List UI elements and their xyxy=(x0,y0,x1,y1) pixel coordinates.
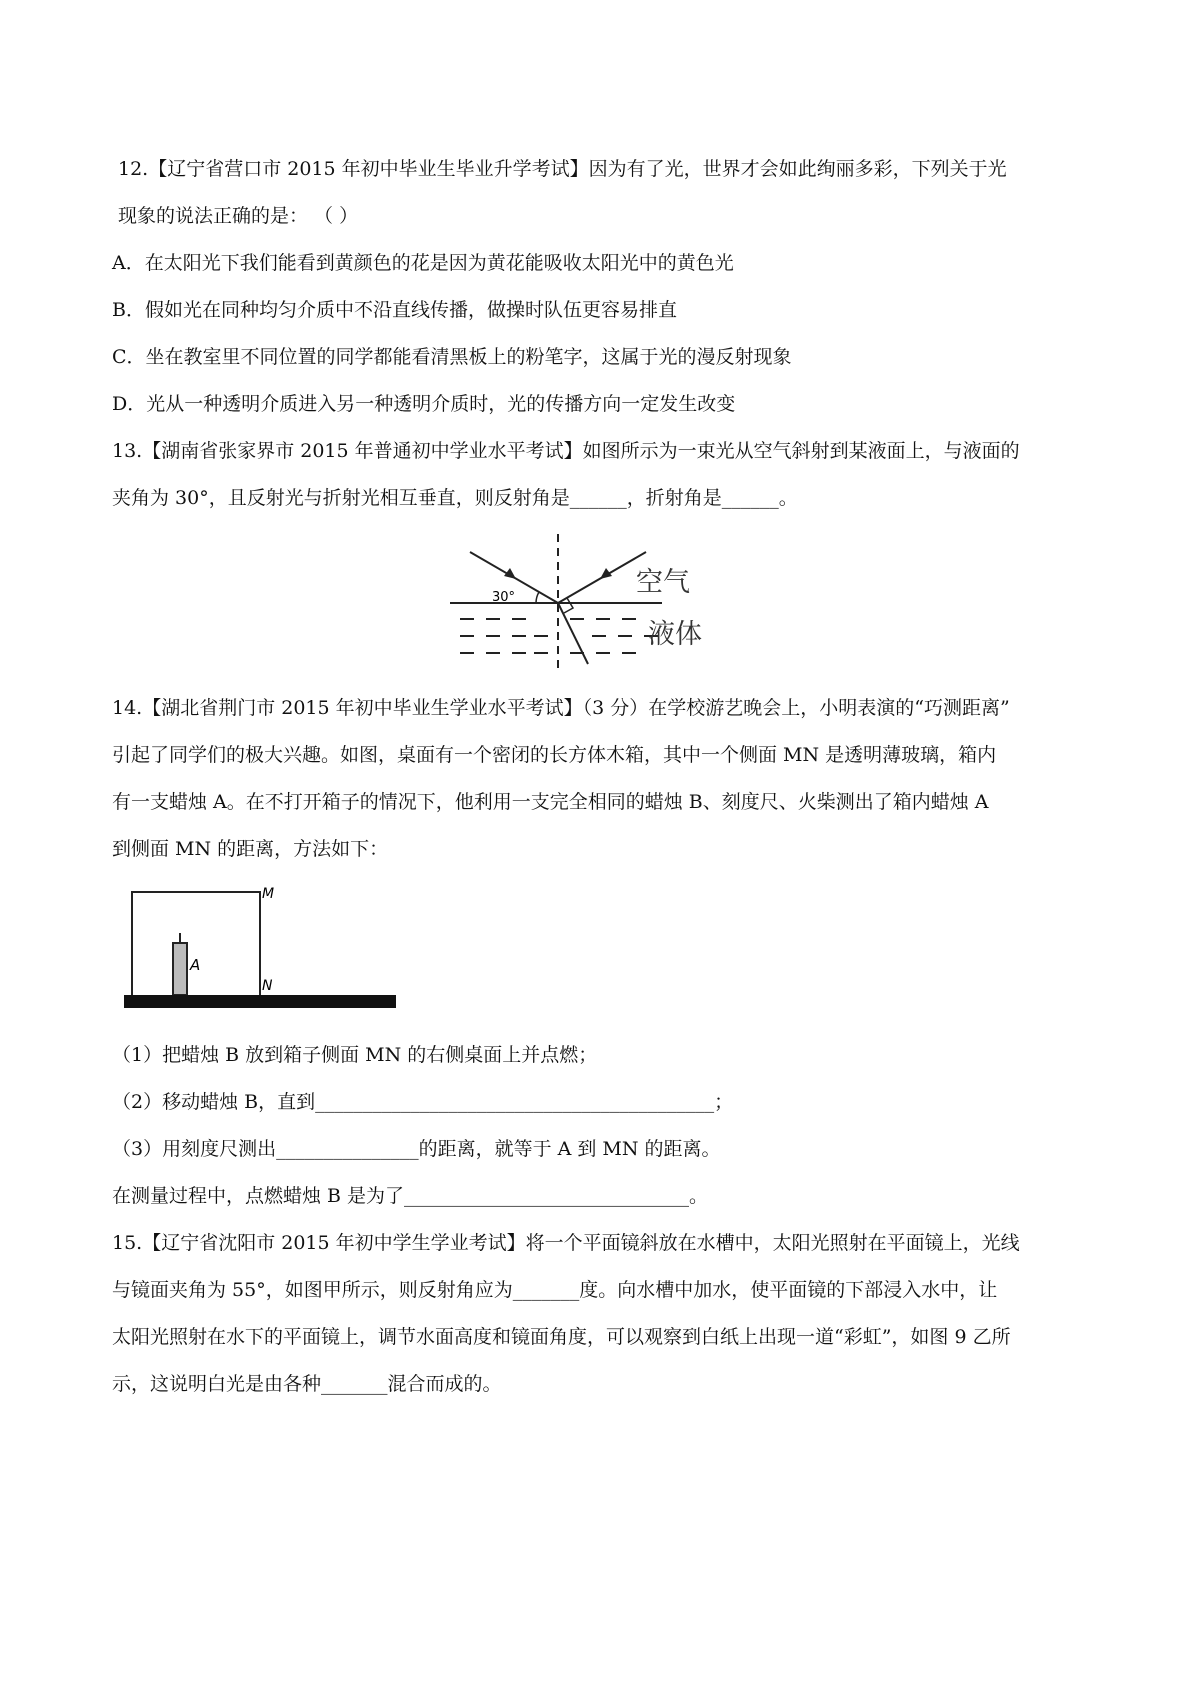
q12-option-c: C．坐在教室里不同位置的同学都能看清黑板上的粉笔字，这属于光的漫反射现象 xyxy=(112,346,792,368)
q12-option-d: D．光从一种透明介质进入另一种透明介质时，光的传播方向一定发生改变 xyxy=(112,393,736,415)
q14-stem-line3: 有一支蜡烛 A。在不打开箱子的情况下，他利用一支完全相同的蜡烛 B、刻度尺、火柴测出了箱内蜡烛 A xyxy=(112,791,989,813)
right-angle-marker xyxy=(564,598,573,613)
q14-step-1: （1）把蜡烛 B 放到箱子侧面 MN 的右侧桌面上并点燃； xyxy=(112,1044,598,1066)
liquid-label: 液体 xyxy=(648,619,702,650)
m-label: M xyxy=(262,886,275,902)
candle-a-label: A xyxy=(190,956,201,974)
q14-stem-line2: 引起了同学们的极大兴趣。如图，桌面有一个密闭的长方体木箱，其中一个侧面 MN 是透明薄玻璃，箱内 xyxy=(112,744,997,766)
q13-stem-line2: 夹角为 30°，且反射光与折射光相互垂直，则反射角是______，折射角是______。 xyxy=(112,487,798,509)
angle-arc xyxy=(536,592,539,603)
q12-stem-line2: 现象的说法正确的是： （ ） xyxy=(118,205,359,227)
wooden-box xyxy=(132,892,260,995)
q15-stem-line1: 15.【辽宁省沈阳市 2015 年初中学生学业考试】将一个平面镜斜放在水槽中，太阳光照射在平面镜上，光线 xyxy=(112,1232,1020,1254)
q14-stem-line4: 到侧面 MN 的距离，方法如下： xyxy=(112,838,389,860)
candle-a xyxy=(173,943,187,995)
angle-label: 30° xyxy=(492,590,516,605)
q12-option-a: A．在太阳光下我们能看到黄颜色的花是因为黄花能吸收太阳光中的黄色光 xyxy=(112,252,734,274)
q15-stem-line3: 太阳光照射在水下的平面镜上，调节水面高度和镜面角度，可以观察到白纸上出现一道“彩虹”，如图 9 乙所 xyxy=(112,1326,1011,1348)
q13-refraction-figure xyxy=(440,528,710,676)
air-label: 空气 xyxy=(636,567,690,598)
q14-last-line: 在测量过程中，点燃蜡烛 B 是为了______________________________。 xyxy=(112,1185,709,1207)
q15-stem-line4: 示，这说明白光是由各种_______混合而成的。 xyxy=(112,1373,502,1395)
q13-stem-line1: 13.【湖南省张家界市 2015 年普通初中学业水平考试】如图所示为一束光从空气斜射到某液面上，与液面的 xyxy=(112,440,1020,462)
q15-stem-line2: 与镜面夹角为 55°，如图甲所示，则反射角应为_______度。向水槽中加水，使平面镜的下部浸入水中，让 xyxy=(112,1279,998,1301)
q12-stem-line1: 12.【辽宁省营口市 2015 年初中毕业生毕业升学考试】因为有了光，世界才会如此绚丽多彩，下列关于光 xyxy=(118,158,1007,180)
q14-step-2: （2）移动蜡烛 B，直到__________________________________________； xyxy=(112,1091,734,1113)
q14-step-3: （3）用刻度尺测出_______________的距离，就等于 A 到 MN 的距离。 xyxy=(112,1138,721,1160)
q12-option-b: B．假如光在同种均匀介质中不沿直线传播，做操时队伍更容易排直 xyxy=(112,299,677,321)
q14-stem-line1: 14.【湖北省荆门市 2015 年初中毕业生学业水平考试】（3 分）在学校游艺晚会上，小明表演的“巧测距离” xyxy=(112,697,1010,719)
q14-box-figure xyxy=(112,880,398,1022)
refracted-ray xyxy=(558,603,588,664)
n-label: N xyxy=(262,978,273,994)
table-surface xyxy=(124,995,396,1008)
